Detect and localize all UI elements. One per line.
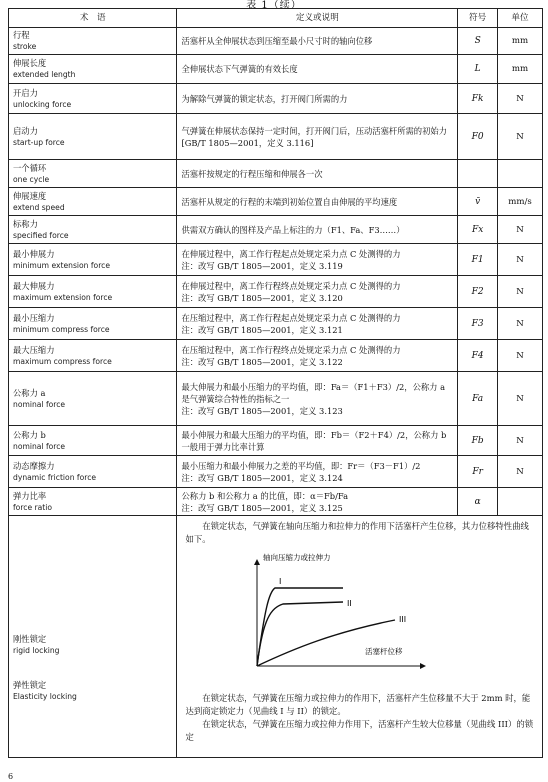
term-en: unlocking force: [13, 99, 72, 109]
header-symbol: 符号: [458, 9, 498, 28]
elastic-locking-zh: 弹性锁定: [13, 679, 47, 690]
curve-2: [257, 602, 343, 666]
table-row: [9, 28, 543, 55]
terms-table: [8, 8, 543, 758]
term-en: nominal force: [13, 399, 66, 409]
term-en: extended length: [13, 70, 76, 79]
table-row: [9, 160, 543, 188]
header-definition: 定义或说明: [177, 9, 458, 28]
symbol-cell: Fk: [458, 84, 498, 114]
term-zh: 伸展速度: [13, 190, 47, 201]
term-en: minimum compress force: [13, 324, 110, 334]
term-zh: 开启力: [13, 87, 38, 98]
unit-cell: N: [498, 426, 543, 456]
term-en: minimum extension force: [13, 260, 111, 270]
symbol-cell: F4: [458, 340, 498, 372]
term-en: extend speed: [13, 202, 65, 212]
header-term: 术 语: [9, 9, 177, 28]
unit-cell: N: [498, 372, 543, 426]
term-zh: 伸展长度: [13, 58, 47, 68]
rigid-locking-text: 在锁定状态，气弹簧在压缩力或拉伸力的作用下，活塞杆产生位移量不大于 2mm 时，能达到商定锁定力（见曲线 I 与 II）的锁定。: [185, 693, 531, 716]
x-axis-label: 活塞杆位移: [365, 647, 403, 656]
table-row: [9, 340, 543, 372]
definition-cell: 供需双方确认的图样及产品上标注的力（F1、Fa、F3……）: [177, 216, 458, 244]
term-zh: 弹力比率: [13, 490, 47, 501]
symbol-cell: Fb: [458, 426, 498, 456]
term-zh: 一个循环: [13, 162, 47, 173]
unit-cell: [498, 160, 543, 188]
unit-cell: N: [498, 84, 543, 114]
definition-cell: 最大伸展力和最小压缩力的平均值，即：Fa＝（F1＋F3）/2，公称力 a 是气弹簧综合特性的指标之一 注：改写 GB/T 1805—2001，定义 3.123: [177, 372, 458, 426]
definition-cell: 在压缩过程中，离工作行程起点处规定采力点 C 处测得的力 注：改写 GB/T 1805—2001，定义 3.121: [177, 308, 458, 340]
table-row: [9, 114, 543, 160]
term-en: force ratio: [13, 502, 53, 512]
curve-1: [257, 588, 343, 666]
term-zh: 最小压缩力: [13, 312, 55, 323]
y-axis-label: 轴向压缩力或拉伸力: [263, 553, 331, 562]
definition-cell: 全伸展状态下气弹簧的有效长度: [177, 55, 458, 84]
elastic-locking-text: 在锁定状态，气弹簧在压缩力或拉伸力作用下，活塞杆产生较大位移量（见曲线 III）的锁定: [185, 719, 534, 742]
header-unit: 单位: [498, 9, 543, 28]
table-body: [9, 28, 543, 516]
definition-cell: 最小压缩力和最小伸展力之差的平均值，即：Fr＝（F3－F1）/2 注：改写 GB/T 1805—2001，定义 3.124: [177, 456, 458, 488]
term-en: nominal force: [13, 441, 66, 451]
unit-cell: mm: [498, 55, 543, 84]
term-cell: [9, 55, 177, 84]
unit-cell: N: [498, 456, 543, 488]
locking-description-cell: [177, 516, 543, 758]
term-zh: 最小伸展力: [13, 248, 55, 259]
term-en: dynamic friction force: [13, 472, 97, 482]
table-row: [9, 372, 543, 426]
definition-cell: 活塞杆按规定的行程压缩和伸展各一次: [177, 160, 458, 188]
symbol-cell: [458, 160, 498, 188]
definition-cell: 最小伸展力和最大压缩力的平均值，即：Fb＝（F2＋F4）/2，公称力 b 一般用于弹力比率计算: [177, 426, 458, 456]
term-cell: [9, 160, 177, 188]
term-cell: [9, 488, 177, 516]
definition-cell: 在压缩过程中，离工作行程终点处规定采力点 C 处测得的力 注：改写 GB/T 1805—2001，定义 3.122: [177, 340, 458, 372]
term-cell: [9, 276, 177, 308]
table-row: [9, 276, 543, 308]
term-zh: 动态摩擦力: [13, 460, 55, 471]
term-en: stroke: [13, 42, 37, 51]
definition-cell: 公称力 b 和公称力 a 的比值，即：α＝Fb/Fa 注：改写 GB/T 1805—2001，定义 3.125: [177, 488, 458, 516]
symbol-cell: Fa: [458, 372, 498, 426]
term-en: maximum extension force: [13, 292, 113, 302]
table-row: [9, 216, 543, 244]
rigid-locking-zh: 刚性锁定: [13, 633, 47, 644]
unit-cell: N: [498, 276, 543, 308]
locking-terms-cell: [9, 516, 177, 758]
term-zh: 标称力: [13, 218, 38, 229]
symbol-cell: α: [458, 488, 498, 516]
symbol-cell: F2: [458, 276, 498, 308]
symbol-cell: Fx: [458, 216, 498, 244]
term-cell: [9, 426, 177, 456]
term-en: one cycle: [13, 174, 50, 184]
symbol-cell: F0: [458, 114, 498, 160]
definition-cell: 活塞杆从全伸展状态到压缩至最小尺寸时的轴向位移: [177, 28, 458, 55]
term-cell: [9, 308, 177, 340]
table-row: [9, 456, 543, 488]
unit-cell: N: [498, 216, 543, 244]
unit-cell: N: [498, 340, 543, 372]
term-zh: 行程: [13, 30, 30, 40]
page-number: 6: [8, 772, 14, 781]
unit-cell: mm: [498, 28, 543, 55]
curve-3-label: III: [399, 615, 407, 624]
unit-cell: N: [498, 244, 543, 276]
elastic-locking-en: Elasticity locking: [13, 691, 77, 701]
table-row: [9, 244, 543, 276]
table-row: [9, 55, 543, 84]
definition-cell: 在伸展过程中，离工作行程终点处规定采力点 C 处测得的力 注：改写 GB/T 1805—2001，定义 3.120: [177, 276, 458, 308]
table-row: [9, 488, 543, 516]
term-en: specified force: [13, 230, 69, 240]
term-zh: 公称力 b: [13, 429, 46, 440]
table-header-row: [9, 9, 543, 28]
symbol-cell: v̄: [458, 188, 498, 216]
definition-cell: 气弹簧在伸展状态保持一定时间，打开阀门后，压动活塞杆所需的初始力 [GB/T 1805—2001，定义 3.116]: [177, 114, 458, 160]
term-cell: [9, 28, 177, 55]
table-row: [9, 308, 543, 340]
locking-section: [9, 516, 543, 758]
curve-3: [257, 620, 395, 666]
locking-row: [9, 516, 543, 758]
locking-intro: 在锁定状态，气弹簧在轴向压缩力和拉伸力的作用下活塞杆产生位移，其力位移特性曲线如下。: [185, 521, 529, 544]
curve-2-label: II: [347, 599, 353, 608]
unit-cell: [498, 488, 543, 516]
table-row: [9, 188, 543, 216]
force-displacement-diagram: [185, 548, 525, 688]
term-zh: 最大压缩力: [13, 344, 55, 355]
term-cell: [9, 84, 177, 114]
term-zh: 最大伸展力: [13, 280, 55, 291]
term-cell: [9, 244, 177, 276]
term-cell: [9, 216, 177, 244]
unit-cell: mm/s: [498, 188, 543, 216]
term-cell: [9, 340, 177, 372]
symbol-cell: F3: [458, 308, 498, 340]
term-cell: [9, 114, 177, 160]
definition-cell: 为解除气弹簧的锁定状态，打开阀门所需的力: [177, 84, 458, 114]
symbol-cell: L: [458, 55, 498, 84]
definition-cell: 在伸展过程中，离工作行程起点处规定采力点 C 处测得的力 注：改写 GB/T 1805—2001，定义 3.119: [177, 244, 458, 276]
curve-1-label: I: [279, 577, 282, 586]
table-row: [9, 426, 543, 456]
table-caption: 表 1（续）: [246, 0, 302, 11]
unit-cell: N: [498, 308, 543, 340]
term-en: start-up force: [13, 137, 65, 147]
unit-cell: N: [498, 114, 543, 160]
definition-cell: 活塞杆从规定的行程的末端到初始位置自由伸展的平均速度: [177, 188, 458, 216]
symbol-cell: F1: [458, 244, 498, 276]
term-cell: [9, 188, 177, 216]
term-cell: [9, 372, 177, 426]
term-cell: [9, 456, 177, 488]
rigid-locking-en: rigid locking: [13, 645, 60, 655]
term-zh: 启动力: [13, 125, 38, 136]
symbol-cell: Fr: [458, 456, 498, 488]
table-row: [9, 84, 543, 114]
term-en: maximum compress force: [13, 356, 112, 366]
term-zh: 公称力 a: [13, 387, 46, 398]
symbol-cell: S: [458, 28, 498, 55]
